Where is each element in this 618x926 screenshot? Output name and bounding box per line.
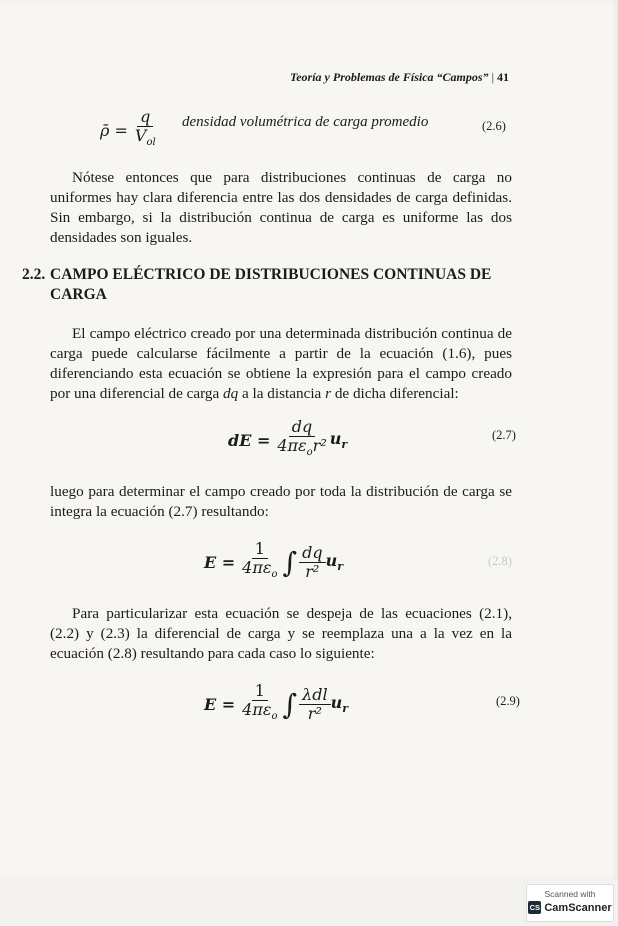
eq-2-7-fraction	[274, 418, 329, 462]
eq-2-8-unit-vector: $u_r$	[325, 551, 343, 574]
paragraph-1	[50, 168, 512, 248]
eq-2-9-lhs: E =	[204, 694, 236, 714]
eq-2-9-integral-sign: ∫	[282, 687, 298, 721]
eq-2-7-denominator: $4\pi\varepsilon_or^2$	[277, 436, 327, 459]
paragraph-3-text: luego para determinar el campo creado por toda la distribución de carga se integra la ecuación (2.7) resultando:	[50, 483, 512, 520]
paragraph-4-text: Para particularizar esta ecuación se despeja de las ecuaciones (2.1), (2.2) y (2.3) la diferencial de carga y se reemplaza una a la vez en la ecuación (2.8) resultando para cada caso lo siguiente:	[50, 605, 512, 662]
eq-2-6-numerator: q	[137, 108, 153, 127]
eq-2-9-coef-denominator: $4\pi\varepsilon_o$	[242, 700, 278, 723]
eq-2-9-number: (2.9)	[496, 694, 520, 708]
running-header	[290, 70, 509, 85]
eq-2-8-number: (2.8)	[488, 554, 512, 568]
paragraph-2-text: El campo eléctrico creado por una determinada distribución continua de carga puede calcularse fácilmente a partir de la ecuación (1.6), pues diferenciando esta ecuación se obtiene la expresión para el campo creado por una diferencial de carga dq a la distancia r de dicha diferencial:	[50, 325, 512, 402]
camscanner-label: CamScanner	[544, 901, 612, 914]
eq-2-8-integrand	[299, 544, 325, 581]
section-title-line2: CARGA	[50, 286, 107, 303]
equation-2-7	[228, 418, 347, 462]
section-heading	[22, 265, 514, 305]
running-title: Teoría y Problemas de Física “Campos”	[290, 70, 489, 84]
eq-2-8-int-numerator: dq	[299, 544, 325, 563]
eq-2-6-fraction	[132, 108, 159, 152]
eq-2-6-lhs: ρ̄ =	[100, 120, 128, 140]
eq-2-7-numerator: dq	[289, 418, 315, 437]
eq-2-7-lhs: dE =	[228, 430, 271, 450]
equation-2-6	[100, 108, 159, 152]
eq-2-8-int-denominator: r²	[305, 561, 320, 581]
eq-2-6-number: (2.6)	[482, 119, 506, 133]
paragraph-2	[50, 324, 512, 404]
camscanner-logo-icon: CS	[529, 903, 541, 912]
eq-2-8-integral-sign: ∫	[282, 545, 298, 579]
eq-2-9-int-denominator: r²	[307, 703, 322, 723]
page-number: 41	[496, 70, 509, 84]
eq-2-6-denominator: $V_{ol}$	[134, 126, 156, 149]
header-divider: |	[491, 70, 494, 84]
eq-2-8-coef-numerator: 1	[252, 540, 268, 559]
section-title-line1: CAMPO ELÉCTRICO DE DISTRIBUCIONES CONTINUAS DE	[50, 266, 492, 283]
eq-2-7-number: (2.7)	[492, 428, 516, 442]
eq-2-8-coef-denominator: $4\pi\varepsilon_o$	[242, 558, 278, 581]
camscanner-brand	[527, 901, 613, 914]
paragraph-3	[50, 482, 512, 522]
eq-2-7-unit-vector: $u_r$	[329, 429, 348, 452]
paragraph-1-text: Nótese entonces que para distribuciones continuas de carga no uniformes hay clara diferencia entre las dos densidades de carga definidas. Sin embargo, si la distribución continua de carga es uniforme las dos densidades son iguales.	[50, 169, 512, 246]
eq-2-9-unit-vector: $u_r$	[330, 693, 349, 716]
eq-2-9-coef-numerator: 1	[252, 682, 268, 701]
eq-2-8-coefficient	[239, 540, 280, 584]
eq-2-9-coefficient	[239, 682, 280, 726]
equation-2-8	[204, 540, 343, 584]
eq-2-6-description: densidad volumétrica de carga promedio	[182, 114, 429, 130]
equation-2-9	[204, 682, 348, 726]
section-number: 2.2.	[22, 266, 46, 283]
scanned-with-label: Scanned with	[544, 889, 596, 899]
paragraph-4	[50, 604, 512, 664]
camscanner-badge	[526, 884, 614, 922]
eq-2-9-int-numerator: λdl	[299, 686, 331, 705]
eq-2-8-lhs: E =	[204, 552, 236, 572]
eq-2-9-integrand	[299, 686, 331, 723]
